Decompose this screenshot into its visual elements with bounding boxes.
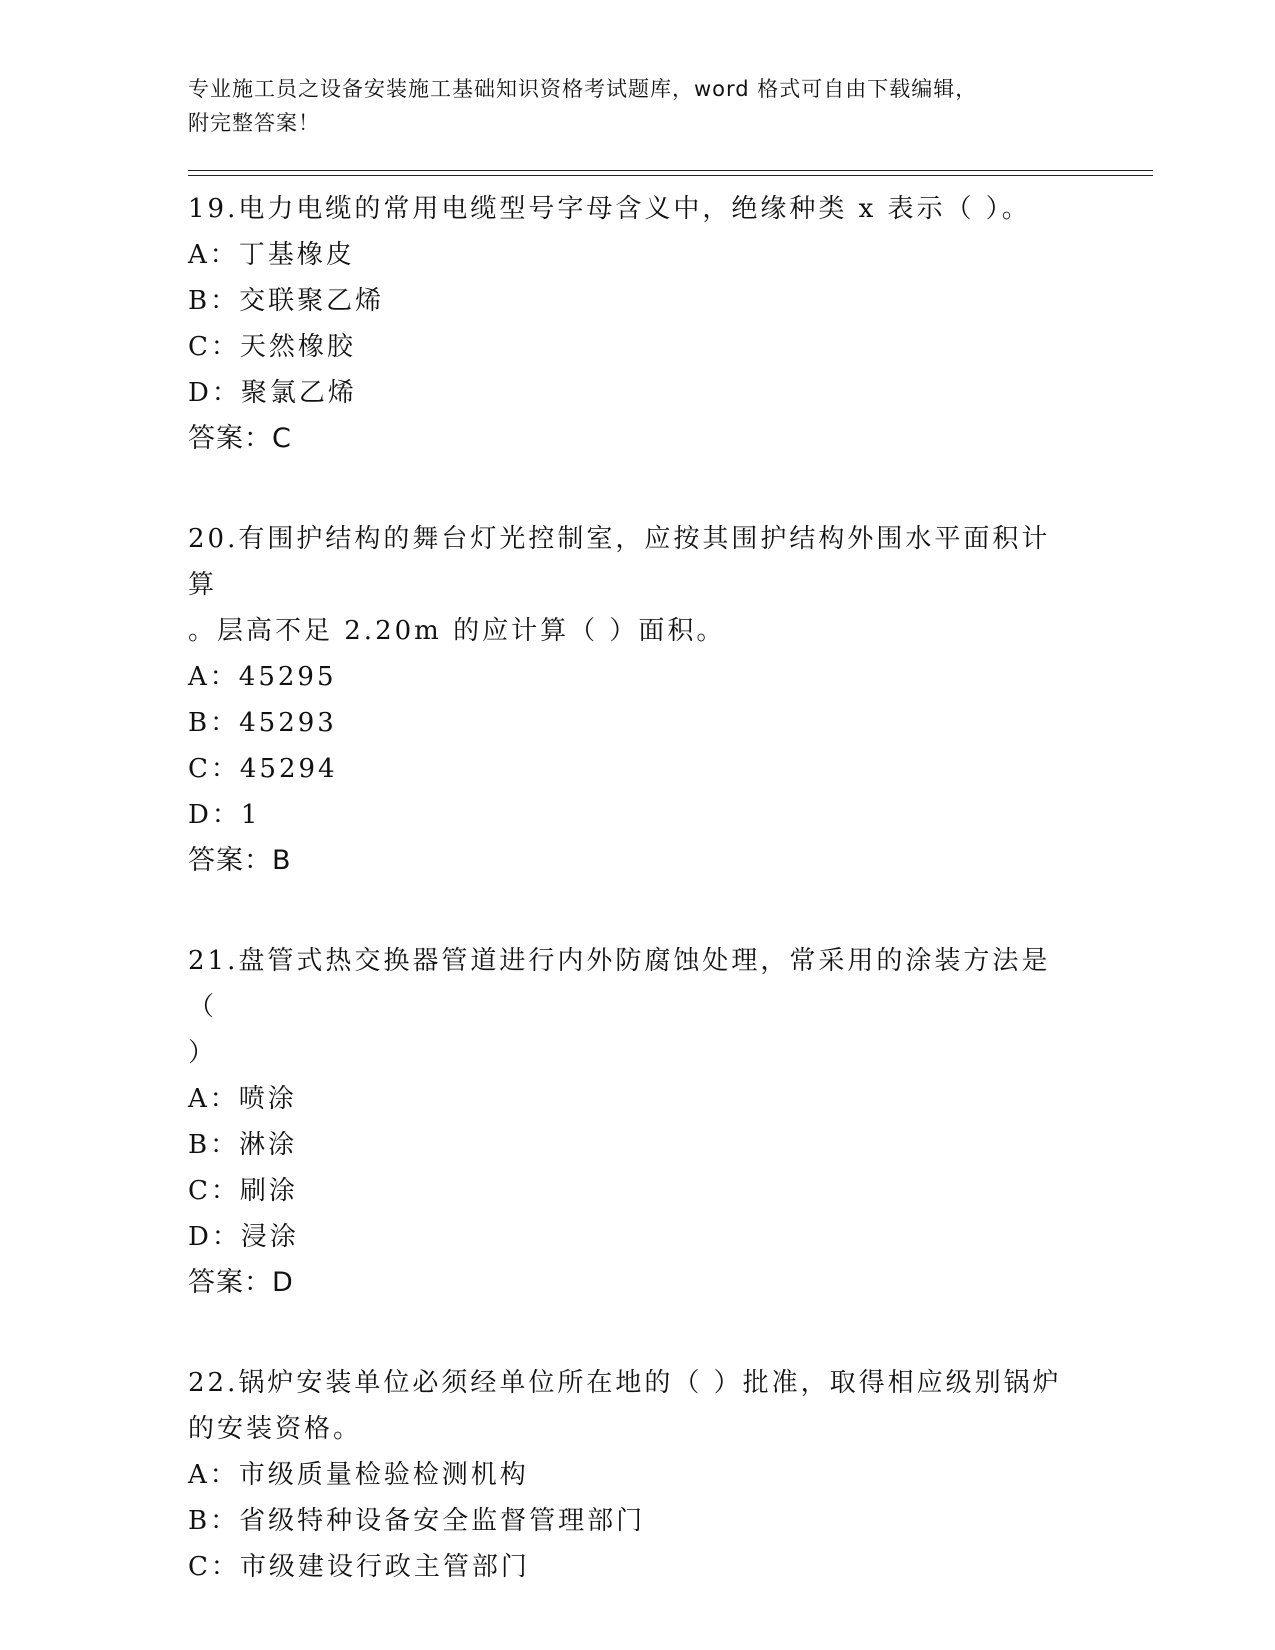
option-c: C：刷涂 [188, 1176, 298, 1206]
option-a: A：喷涂 [188, 1084, 297, 1114]
document-page [188, 72, 1153, 1590]
document-header [188, 72, 1153, 140]
question-stem-line: 的安装资格。 [188, 1414, 363, 1444]
option-a: A：市级质量检验检测机构 [188, 1460, 529, 1490]
question-19 [188, 186, 1153, 462]
header-double-rule [188, 170, 1153, 176]
question-22 [188, 1360, 1153, 1590]
option-d: D：浸涂 [188, 1222, 299, 1252]
question-stem-line: ） [188, 1038, 218, 1068]
option-c: C：市级建设行政主管部门 [188, 1552, 530, 1582]
question-stem-line: 19.电力电缆的常用电缆型号字母含义中，绝缘种类 x 表示（ ）。 [188, 194, 1031, 224]
question-stem-line: 。层高不足 2.20m 的应计算（ ）面积。 [188, 616, 726, 646]
option-a: A：45295 [188, 662, 337, 692]
question-stem-line: 22.锅炉安装单位必须经单位所在地的（ ）批准，取得相应级别锅炉 [188, 1368, 1062, 1398]
option-b: B：省级特种设备安全监督管理部门 [188, 1506, 646, 1536]
header-line-1: 专业施工员之设备安装施工基础知识资格考试题库，word 格式可自由下载编辑， [188, 77, 978, 101]
option-d: D：聚氯乙烯 [188, 378, 357, 408]
answer-line: 答案：D [188, 1267, 294, 1298]
header-rule-top [188, 170, 1153, 171]
option-b: B：45293 [188, 708, 337, 738]
question-stem-line: 21.盘管式热交换器管道进行内外防腐蚀处理，常采用的涂装方法是（ [188, 946, 1051, 1022]
header-rule-bottom [188, 175, 1153, 176]
answer-line: 答案：C [188, 423, 292, 454]
header-line-2: 附完整答案！ [188, 111, 320, 135]
option-b: B：交联聚乙烯 [188, 286, 385, 316]
option-c: C：天然橡胶 [188, 332, 356, 362]
question-stem-line: 20.有围护结构的舞台灯光控制室，应按其围护结构外围水平面积计算 [188, 524, 1051, 600]
option-d: D：1 [188, 800, 261, 830]
question-21 [188, 938, 1153, 1306]
question-20 [188, 516, 1153, 884]
option-c: C：45294 [188, 754, 338, 784]
option-b: B：淋涂 [188, 1130, 298, 1160]
answer-line: 答案：B [188, 845, 292, 876]
option-a: A：丁基橡皮 [188, 240, 355, 270]
